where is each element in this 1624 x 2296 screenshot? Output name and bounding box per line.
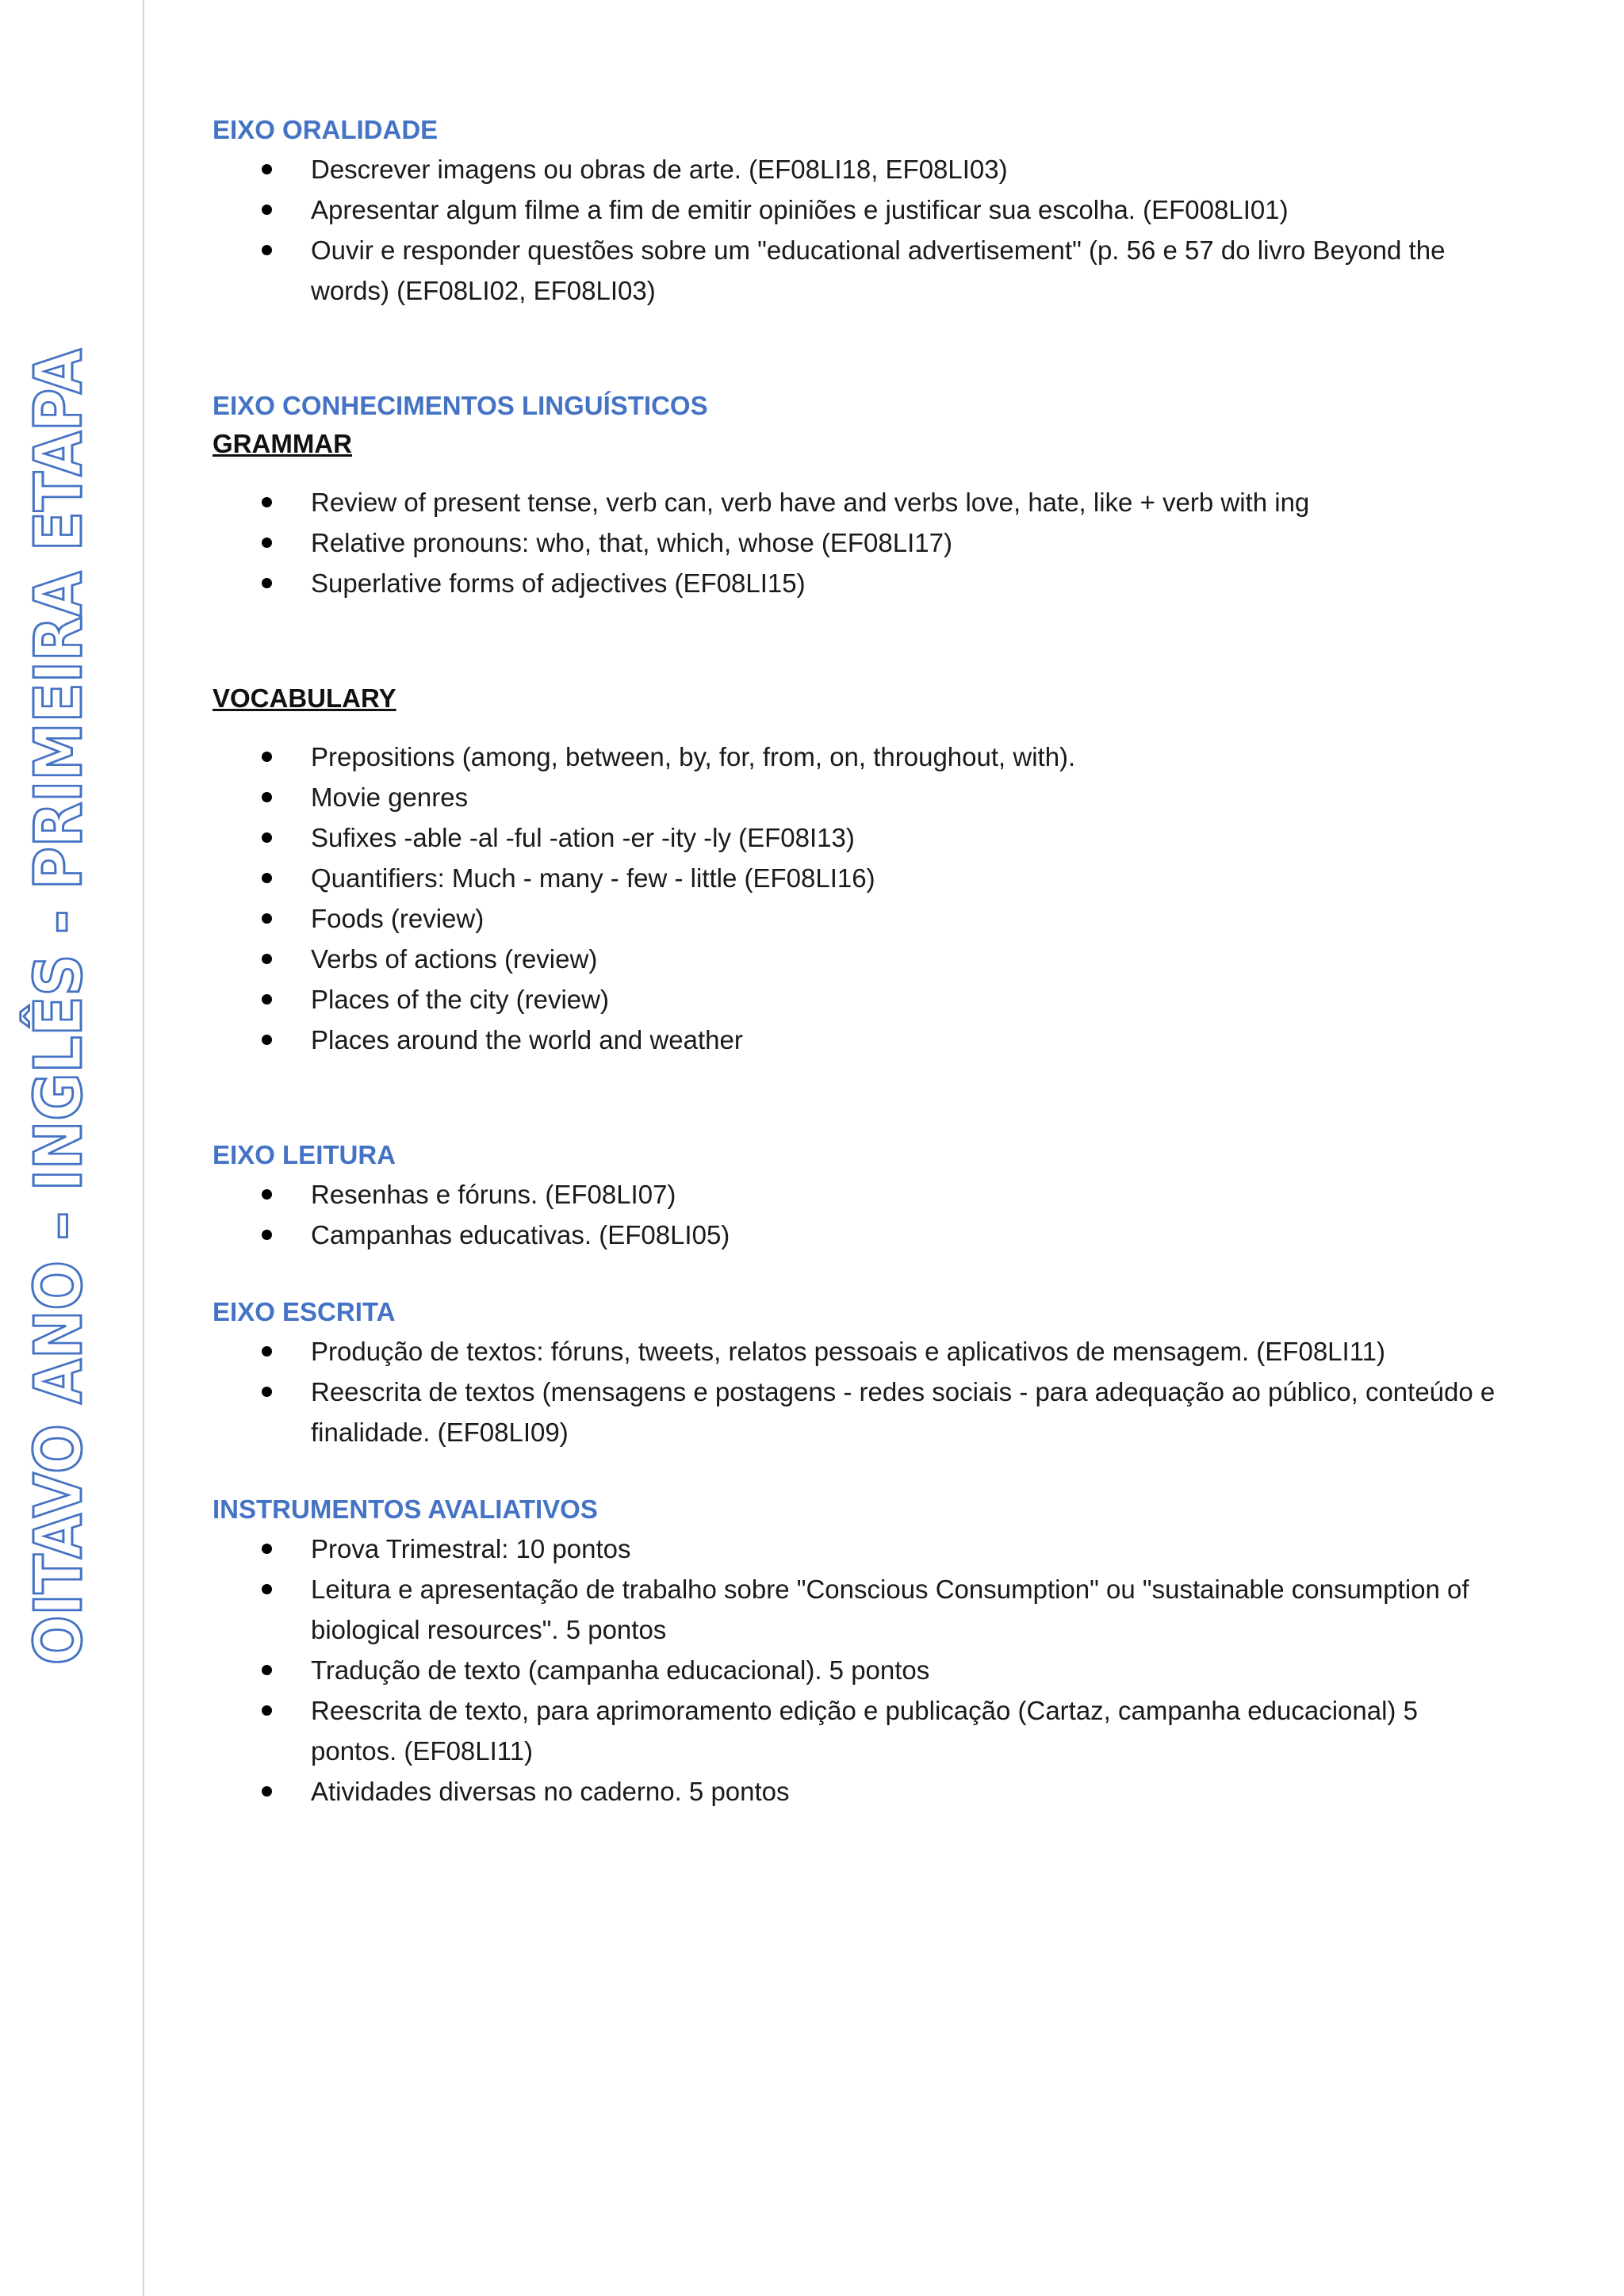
list-item: Campanhas educativas. (EF08LI05) [213, 1215, 1497, 1255]
bullet-list [213, 149, 1497, 311]
list-item: Reescrita de textos (mensagens e postagens - redes sociais - para adequação ao público, conteúdo e finalidade. (EF08LI09) [213, 1372, 1497, 1452]
list-item: Movie genres [213, 777, 1497, 817]
vocabulary-list [213, 737, 1497, 1060]
list-item: Atividades diversas no caderno. 5 pontos [213, 1771, 1497, 1812]
section-oralidade [213, 111, 1497, 311]
section-instrumentos [213, 1490, 1497, 1812]
list-item: Leitura e apresentação de trabalho sobre "Conscious Consumption" ou "sustainable consumption of biological resources". 5 pontos [213, 1569, 1497, 1650]
list-item: Foods (review) [213, 898, 1497, 939]
list-item: Prepositions (among, between, by, for, from, on, throughout, with). [213, 737, 1497, 777]
section-leitura [213, 1136, 1497, 1255]
list-item: Descrever imagens ou obras de arte. (EF08LI18, EF08LI03) [213, 149, 1497, 189]
margin-divider [143, 0, 144, 2296]
grammar-list [213, 482, 1497, 603]
section-conhecimentos [213, 387, 1497, 1060]
side-banner-graphic [0, 0, 131, 2296]
list-item: Prova Trimestral: 10 pontos [213, 1529, 1497, 1569]
document-body [213, 111, 1497, 1812]
list-item: Review of present tense, verb can, verb have and verbs love, hate, like + verb with ing [213, 482, 1497, 522]
list-item: Apresentar algum filme a fim de emitir opiniões e justificar sua escolha. (EF008LI01) [213, 189, 1497, 230]
list-item: Relative pronouns: who, that, which, whose (EF08LI17) [213, 522, 1497, 563]
list-item: Ouvir e responder questões sobre um "educational advertisement" (p. 56 e 57 do livro Beyond the words) (EF08LI02, EF08LI03) [213, 230, 1497, 311]
side-banner-text: OITAVO ANO – INGLÊS - PRIMEIRA ETAPA [21, 194, 97, 1665]
list-item: Quantifiers: Much - many - few - little (EF08LI16) [213, 858, 1497, 898]
vocabulary-heading: VOCABULARY [213, 683, 396, 713]
list-item: Tradução de texto (campanha educacional). 5 pontos [213, 1650, 1497, 1690]
section-heading: INSTRUMENTOS AVALIATIVOS [213, 1494, 598, 1524]
grammar-heading: GRAMMAR [213, 429, 352, 458]
section-heading: EIXO LEITURA [213, 1140, 396, 1169]
side-banner [0, 0, 131, 2296]
list-item: Places of the city (review) [213, 979, 1497, 1020]
list-item: Superlative forms of adjectives (EF08LI15) [213, 563, 1497, 603]
section-heading: EIXO CONHECIMENTOS LINGUÍSTICOS [213, 391, 708, 420]
list-item: Produção de textos: fóruns, tweets, relatos pessoais e aplicativos de mensagem. (EF08LI11) [213, 1331, 1497, 1372]
list-item: Resenhas e fóruns. (EF08LI07) [213, 1174, 1497, 1215]
section-heading: EIXO ORALIDADE [213, 115, 439, 144]
list-item: Places around the world and weather [213, 1020, 1497, 1060]
list-item: Sufixes -able -al -ful -ation -er -ity -ly (EF08I13) [213, 817, 1497, 858]
bullet-list [213, 1331, 1497, 1452]
list-item: Reescrita de texto, para aprimoramento edição e publicação (Cartaz, campanha educacional) 5 pontos. (EF08LI11) [213, 1690, 1497, 1771]
section-heading: EIXO ESCRITA [213, 1297, 396, 1326]
bullet-list [213, 1174, 1497, 1255]
section-escrita [213, 1293, 1497, 1452]
bullet-list [213, 1529, 1497, 1812]
list-item: Verbs of actions (review) [213, 939, 1497, 979]
